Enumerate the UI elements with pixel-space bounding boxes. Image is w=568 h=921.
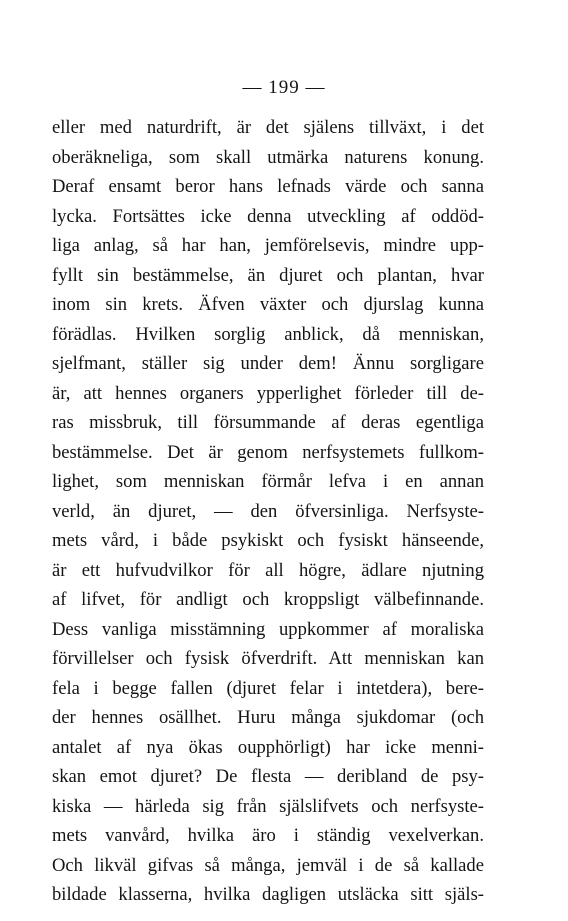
text-line: skan emot djuret? De flesta — deribland de psy- bbox=[52, 766, 484, 787]
text-line: bestämmelse. Det är genom nerfsystemets fullkom- bbox=[52, 441, 484, 463]
text-line: Dess vanliga misstämning uppkommer af moraliska bbox=[52, 618, 484, 640]
text-line: kiska — härleda sig från själslifvets och nerfsyste- bbox=[52, 795, 484, 817]
text-line: bildade klasserna, hvilka dagligen utsläcka sitt själs- bbox=[52, 884, 484, 905]
text-line: af lifvet, för andligt och kroppsligt välbefinnande. bbox=[52, 589, 484, 610]
text-line: lycka. Fortsättes icke denna utveckling af oddöd- bbox=[52, 205, 484, 227]
text-line: liga anlag, så har han, jemförelsevis, mindre upp- bbox=[52, 235, 484, 256]
text-line: Och likväl gifvas så många, jemväl i de så kallade bbox=[52, 854, 484, 876]
text-line: ras missbruk, till försummande af deras egentliga bbox=[52, 412, 484, 433]
text-line: fyllt sin bestämmelse, än djuret och plantan, hvar bbox=[52, 264, 484, 286]
text-line: förvillelser och fysisk öfverdrift. Att menniskan kan bbox=[52, 648, 484, 669]
text-line: der hennes osällhet. Huru många sjukdomar (och bbox=[52, 707, 484, 728]
text-line: sjelfmant, ställer sig under dem! Ännu sorgligare bbox=[52, 353, 484, 374]
text-line: eller med naturdrift, är det själens tillväxt, i det bbox=[52, 117, 484, 138]
text-line: antalet af nya ökas oupphörligt) har icke menni- bbox=[52, 736, 484, 758]
page-number: — 199 — bbox=[242, 77, 326, 98]
text-line: fela i begge fallen (djuret felar i intetdera), bere- bbox=[52, 677, 484, 699]
text-line: är ett hufvudvilkor för all högre, ädlare njutning bbox=[52, 559, 484, 581]
text-line: lighet, som menniskan förmår lefva i en annan bbox=[52, 471, 484, 492]
text-line: mets vanvård, hvilka äro i ständig vexelverkan. bbox=[52, 825, 484, 846]
text-line: förädlas. Hvilken sorglig anblick, då menniskan, bbox=[52, 323, 484, 345]
text-line: är, att hennes organers ypperlighet förleder till de- bbox=[52, 382, 484, 404]
text-line: verld, än djuret, — den öfversinliga. Nerfsyste- bbox=[52, 500, 484, 522]
body-text bbox=[52, 113, 484, 910]
text-line: Deraf ensamt beror hans lefnads värde och sanna bbox=[52, 176, 484, 197]
text-line: oberäkneliga, som skall utmärka naturens konung. bbox=[52, 146, 484, 168]
text-line: inom sin krets. Äfven växter och djurslag kunna bbox=[52, 294, 484, 315]
text-line: mets vård, i både psykiskt och fysiskt hänseende, bbox=[52, 530, 484, 551]
